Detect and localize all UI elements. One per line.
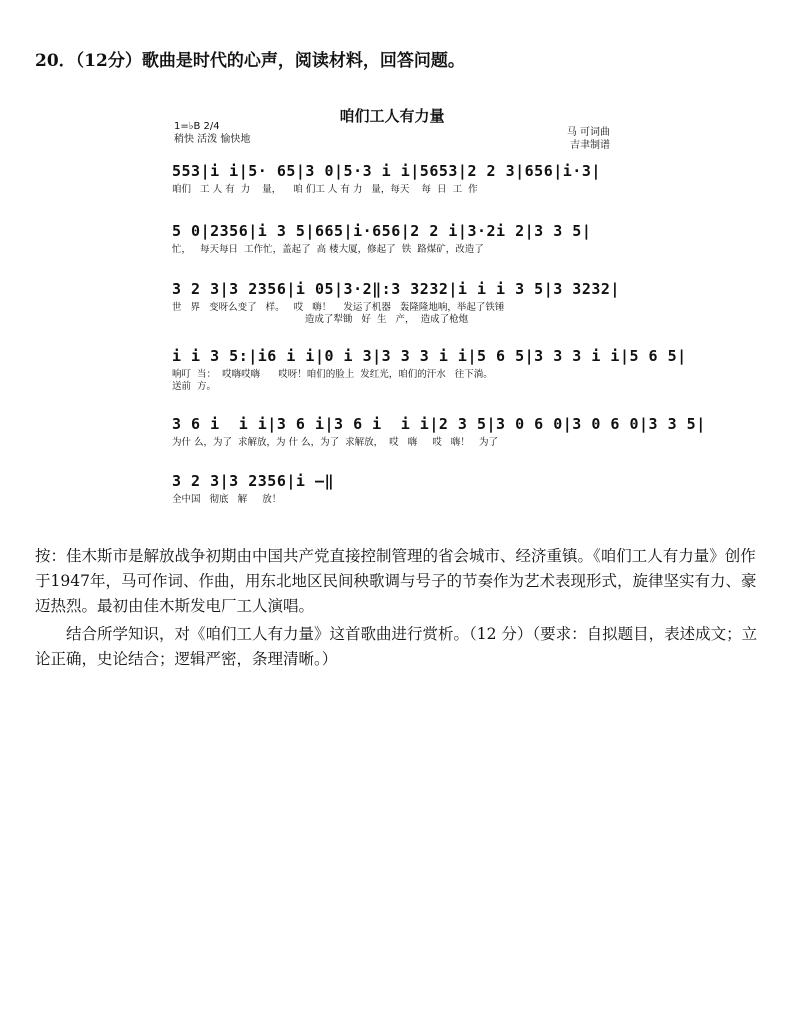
score-system-5 <box>172 415 706 449</box>
lyrics-line: 世 界 变呀么变了 样。 哎 嗨！ 发运了机器 轰隆隆地响，举起了铁锤 造成了犁锄 好 生 产， 造成了枪炮 <box>172 302 505 325</box>
score-system-2 <box>172 222 612 256</box>
notation-line: i i 3 5:|i6 i i|0 i 3|3 3 3 i i|5 6 5|3 3 3 i i|5 6 5| <box>172 347 687 365</box>
score-system-4 <box>172 347 687 393</box>
music-score <box>172 100 706 520</box>
notation-line: 553|i i|5· 65|3 0|5·3 i i|5653|2 2 3|656|i·3| <box>172 162 601 180</box>
notation-line: 3 2 3|3 2356|i –‖ <box>172 472 335 490</box>
key-signature: 1=♭B 2/4 <box>174 121 220 132</box>
notation-line: 5 0|2356|i 3 5|665|i·656|2 2 i|3·2i 2|3 3 5| <box>172 222 592 240</box>
score-system-6 <box>172 472 612 506</box>
song-title: 咱们工人有力量 <box>339 107 445 125</box>
lyrics-line: 全中国 彻底 解 放！ <box>172 494 282 505</box>
material-paragraph: 按：佳木斯市是解放战争初期由中国共产党直接控制管理的省会城市、经济重镇。《咱们工人有力量》创作于1947年，马可作词、作曲，用东北地区民间秧歌调与号子的节奏作为艺术表现形式，旋律坚实有力、豪迈热烈。最初由佳木斯发电厂工人演唱。 <box>35 547 757 615</box>
notation-line: 3 2 3|3 2356|i 05|3·2‖:3 3232|i i i 3 5|3 3232| <box>172 280 620 298</box>
lyrics-line: 为什 么，为了 求解放，为 什 么，为了 求解放， 哎 嗨 哎 嗨！ 为了 <box>172 437 498 448</box>
tempo-marking: 稍快 活泼 愉快地 <box>174 134 251 145</box>
lyrics-line: 响叮 当： 哎嗨哎嗨 哎呀！咱们的脸上 发红光，咱们的汗水 往下淌。 送前 方。 <box>172 369 493 392</box>
lyricist-credit: 马 可词曲 <box>566 127 610 138</box>
score-key-tempo <box>174 120 250 146</box>
task-paragraph: 结合所学知识，对《咱们工人有力量》这首歌曲进行赏析。（12 分）（要求：自拟题目，表述成文；立论正确，史论结合；逻辑严密，条理清晰。） <box>35 625 758 668</box>
score-system-1 <box>172 162 612 196</box>
notation-credit: 吉聿制谱 <box>570 140 610 151</box>
lyrics-line: 忙， 每天每日 工作忙，盖起了 高 楼大厦，修起了 铁 路煤矿，改造了 <box>172 244 484 255</box>
score-credits <box>567 126 610 152</box>
question-heading: 20．（12分）歌曲是时代的心声，阅读材料，回答问题。 <box>35 51 465 71</box>
score-system-3 <box>172 280 620 326</box>
notation-line: 3 6 i i i|3 6 i|3 6 i i i|2 3 5|3 0 6 0|3 0 6 0|3 3 5| <box>172 415 706 433</box>
lyrics-line: 咱们 工 人 有 力 量， 咱 们工 人 有 力 量，每天 每 日 工 作 <box>172 184 478 195</box>
